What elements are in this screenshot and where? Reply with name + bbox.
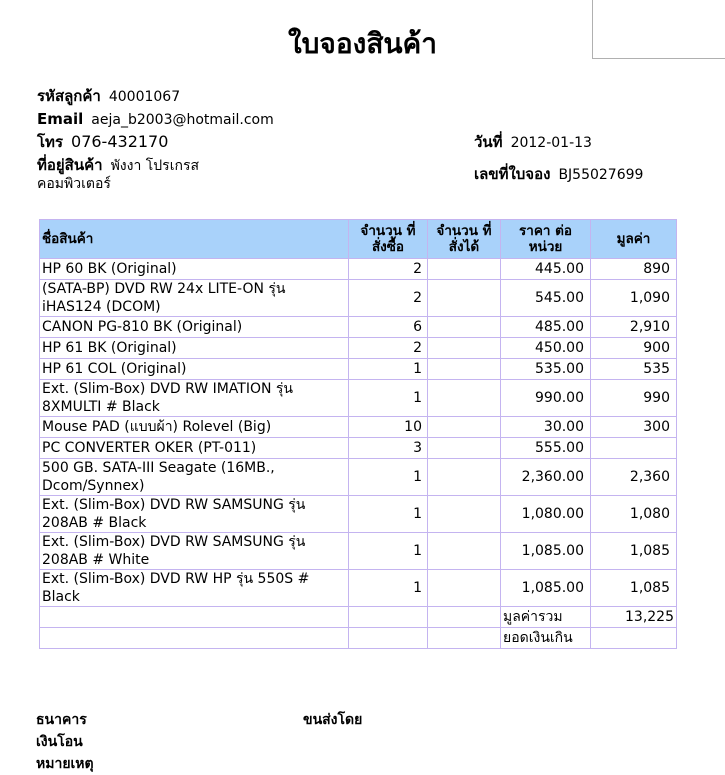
customer-address-line1: พังงา โปรเกรส <box>110 158 200 174</box>
product-name-cell: Ext. (Slim-Box) DVD RW SAMSUNG รุ่น 208AB # White <box>40 533 349 570</box>
customer-email <box>37 110 274 129</box>
unit-price-cell: 2,360.00 <box>501 459 591 496</box>
unit-price-cell: 1,085.00 <box>501 570 591 607</box>
value-cell: 990 <box>591 380 677 417</box>
total-row <box>40 607 677 628</box>
qty-received-cell <box>428 280 501 317</box>
table-row <box>40 259 677 280</box>
product-name-cell: Ext. (Slim-Box) DVD RW IMATION รุ่น 8XMULTI # Black <box>40 380 349 417</box>
qty-ordered-cell: 1 <box>349 380 428 417</box>
table-row <box>40 570 677 607</box>
header-qty-ordered: จำนวน ที่ สั่งซื้อ <box>349 220 428 259</box>
value-cell: 900 <box>591 338 677 359</box>
table-row <box>40 380 677 417</box>
table-row <box>40 338 677 359</box>
table-header-row <box>40 220 677 259</box>
unit-price-cell: 485.00 <box>501 317 591 338</box>
order-number-label: เลขที่ใบจอง <box>474 165 551 183</box>
customer-address-line2: คอมพิวเตอร์ <box>37 176 111 192</box>
customer-phone-label: โทร <box>37 133 64 151</box>
qty-received-cell <box>428 438 501 459</box>
table-row <box>40 438 677 459</box>
value-cell: 1,085 <box>591 533 677 570</box>
product-name-cell: HP 61 COL (Original) <box>40 359 349 380</box>
header-product-name: ชื่อสินค้า <box>40 220 349 259</box>
order-number-value: BJ55027699 <box>558 167 644 183</box>
items-table <box>39 219 677 649</box>
value-cell: 1,090 <box>591 280 677 317</box>
table-row <box>40 280 677 317</box>
order-date <box>474 133 592 152</box>
customer-code-value: 40001067 <box>108 89 181 105</box>
table-row <box>40 459 677 496</box>
customer-code <box>37 87 180 106</box>
customer-address <box>37 156 199 193</box>
unit-price-cell: 545.00 <box>501 280 591 317</box>
value-cell: 535 <box>591 359 677 380</box>
order-date-label: วันที่ <box>474 133 503 151</box>
unit-price-cell: 445.00 <box>501 259 591 280</box>
page-title: ใบจองสินค้า <box>287 27 438 60</box>
unit-price-cell: 990.00 <box>501 380 591 417</box>
total-label: มูลค่ารวม <box>501 607 591 628</box>
table-row <box>40 417 677 438</box>
excess-row <box>40 628 677 649</box>
unit-price-cell: 450.00 <box>501 338 591 359</box>
qty-received-cell <box>428 317 501 338</box>
qty-received-cell <box>428 496 501 533</box>
product-name-cell: 500 GB. SATA-III Seagate (16MB., Dcom/Synnex) <box>40 459 349 496</box>
value-cell: 2,360 <box>591 459 677 496</box>
qty-ordered-cell: 2 <box>349 338 428 359</box>
unit-price-cell: 535.00 <box>501 359 591 380</box>
customer-email-label: Email <box>37 110 84 128</box>
value-cell: 890 <box>591 259 677 280</box>
total-value: 13,225 <box>591 607 677 628</box>
unit-price-cell: 1,080.00 <box>501 496 591 533</box>
unit-price-cell: 30.00 <box>501 417 591 438</box>
excess-value <box>591 628 677 649</box>
qty-ordered-cell: 10 <box>349 417 428 438</box>
qty-ordered-cell: 1 <box>349 533 428 570</box>
product-name-cell: Ext. (Slim-Box) DVD RW HP รุ่น 550S # Black <box>40 570 349 607</box>
value-cell: 2,910 <box>591 317 677 338</box>
value-cell: 1,085 <box>591 570 677 607</box>
order-number <box>474 165 643 184</box>
qty-received-cell <box>428 338 501 359</box>
customer-email-value: aeja_b2003@hotmail.com <box>91 112 274 128</box>
product-name-cell: PC CONVERTER OKER (PT-011) <box>40 438 349 459</box>
qty-ordered-cell: 3 <box>349 438 428 459</box>
qty-received-cell <box>428 417 501 438</box>
table-row <box>40 533 677 570</box>
product-name-cell: (SATA-BP) DVD RW 24x LITE-ON รุ่น iHAS124 (DCOM) <box>40 280 349 317</box>
customer-address-label: ที่อยู่สินค้า <box>37 156 103 174</box>
qty-received-cell <box>428 459 501 496</box>
qty-ordered-cell: 1 <box>349 570 428 607</box>
header-value: มูลค่า <box>591 220 677 259</box>
unit-price-cell: 1,085.00 <box>501 533 591 570</box>
qty-ordered-cell: 1 <box>349 359 428 380</box>
shipping-label: ขนส่งโดย <box>303 712 363 728</box>
header-qty-received: จำนวน ที่ สั่งได้ <box>428 220 501 259</box>
qty-ordered-cell: 1 <box>349 459 428 496</box>
order-date-value: 2012-01-13 <box>510 135 592 151</box>
product-name-cell: HP 61 BK (Original) <box>40 338 349 359</box>
qty-ordered-cell: 2 <box>349 259 428 280</box>
qty-received-cell <box>428 359 501 380</box>
note-label: หมายเหตุ <box>36 756 94 772</box>
qty-ordered-cell: 2 <box>349 280 428 317</box>
customer-code-label: รหัสลูกค้า <box>37 87 101 105</box>
product-name-cell: HP 60 BK (Original) <box>40 259 349 280</box>
customer-phone-value: 076-432170 <box>71 132 169 151</box>
value-cell: 300 <box>591 417 677 438</box>
product-name-cell: CANON PG-810 BK (Original) <box>40 317 349 338</box>
table-row <box>40 317 677 338</box>
transfer-label: เงินโอน <box>36 734 83 750</box>
bank-label: ธนาคาร <box>36 712 87 728</box>
qty-received-cell <box>428 380 501 417</box>
product-name-cell: Mouse PAD (แบบผ้า) Rolevel (Big) <box>40 417 349 438</box>
excess-label: ยอดเงินเกิน <box>501 628 591 649</box>
table-row <box>40 496 677 533</box>
unit-price-cell: 555.00 <box>501 438 591 459</box>
table-row <box>40 359 677 380</box>
qty-ordered-cell: 6 <box>349 317 428 338</box>
qty-received-cell <box>428 259 501 280</box>
qty-received-cell <box>428 570 501 607</box>
value-cell: 1,080 <box>591 496 677 533</box>
qty-ordered-cell: 1 <box>349 496 428 533</box>
qty-received-cell <box>428 533 501 570</box>
header-unit-price: ราคา ต่อ หน่วย <box>501 220 591 259</box>
product-name-cell: Ext. (Slim-Box) DVD RW SAMSUNG รุ่น 208AB # Black <box>40 496 349 533</box>
value-cell <box>591 438 677 459</box>
customer-phone <box>37 133 168 152</box>
